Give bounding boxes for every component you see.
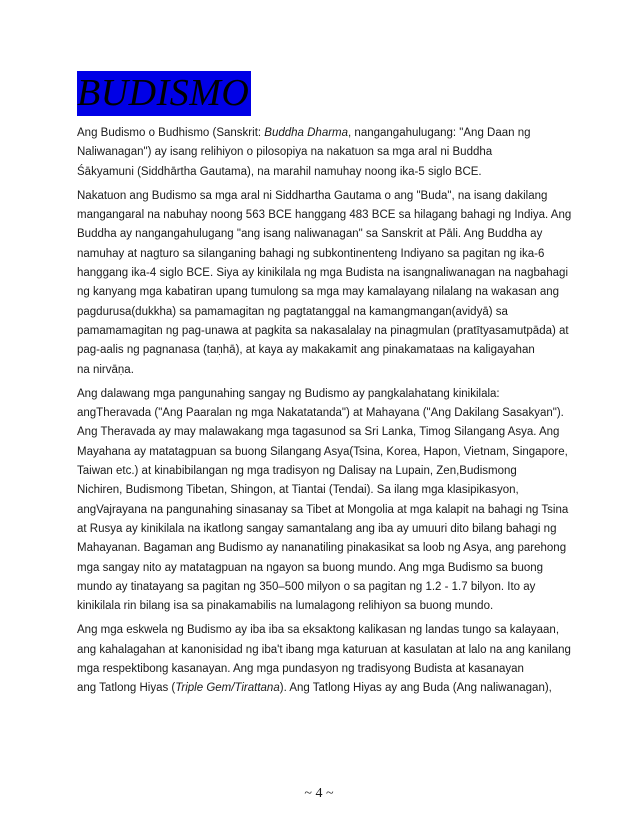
text-run: pagdurusa(dukkha) sa pamamagitan ng pagtatanggal na kamangmangan(avidyā) sa [77,305,508,318]
text-line [77,520,577,539]
text-run: hanggang ika-4 siglo BCE. Siya ay kinikilala ng mga Budista na isangnaliwanagan na nagbahagi [77,267,568,280]
paragraph [77,621,577,698]
text-run: Ang Theravada ay may malawakang mga tagasunod sa Sri Lanka, Timog Silangang Asya. Ang [77,426,560,439]
text-run: ). Ang Tatlong Hiyas ay ang Buda (Ang naliwanagan), [279,682,552,695]
paragraph [77,385,577,617]
text-line [77,124,577,143]
text-line [77,361,577,380]
text-run: Śākyamuni (Siddhārtha Gautama), na marahil namuhay noong ika-5 siglo BCE. [77,165,482,178]
text-run: Nichiren, Budismong Tibetan, Shingon, at Tiantai (Tendai). Sa ilang mga klasipikasyon, [77,484,519,497]
text-line [77,597,577,616]
title-highlight [77,71,251,116]
text-run: Mayahana ay matatagpuan sa buong Silangang Asya(Tsina, Korea, Hapon, Vietnam, Singapore, [77,445,568,458]
text-line [77,143,577,162]
text-run: Ang dalawang mga pangunahing sangay ng Budismo ay pangkalahatang kinikilala: [77,387,500,400]
text-line [77,559,577,578]
text-run: mga respektibong kasanayan. Ang mga pundasyon ng tradisyong Budista at kasanayan [77,663,524,676]
text-run: ang Tatlong Hiyas ( [77,682,176,695]
text-line [77,539,577,558]
text-run: mga sangay nito ay matatagpuan na ngayon sa buong mundo. Ang mga Budismo sa buong [77,561,544,574]
text-line [77,423,577,442]
text-run: na nirvāṇa. [77,363,134,376]
text-line [77,264,577,283]
text-run: Mahayanan. Bagaman ang Budismo ay nananatiling pinakasikat sa loob ng Asya, ang parehong [77,542,567,555]
paragraph [77,124,577,182]
text-line [77,679,577,698]
text-line [77,283,577,302]
text-run: Buddha ay nangangahulugang "ang isang naliwanagan" sa Sanskrit at Pāli. Ang Buddha ay [77,228,543,241]
text-line [77,245,577,264]
text-run: namuhay at nagturo sa silanganing bahagi ng subkontinenteng Indiyano sa pagitan ng ika-6 [77,247,545,260]
text-run: ng kanyang mga kabatiran upang tumulong sa mga may kamalayang nilalang na wakasan ang [77,286,560,299]
text-line [77,163,577,182]
text-run: pag-aalis ng pagnanasa (taṇhā), at kaya ay makakamit ang pinakamataas na kaligayahan [77,344,535,357]
text-run: Ang mga eskwela ng Budismo ay iba iba sa eksaktong kalikasan ng landas tungo sa kalayaan, [77,624,560,637]
text-run: Taiwan etc.) at kinabibilangan ng mga tradisyon ng Dalisay na Lupain, Zen,Budismong [77,465,517,478]
text-run: angTheravada ("Ang Paaralan ng mga Nakatatanda") at Mahayana ("Ang Dakilang Sasakyan"). [77,407,564,420]
text-line [77,501,577,520]
text-run: angVajrayana na pangunahing sinasanay sa Tibet at Mongolia at mga kalapit na bahagi ng Tsina [77,503,569,516]
text-line [77,481,577,500]
text-line [77,621,577,640]
text-run: mundo ay tinatayang sa pagitan ng 350–500 milyon o sa pagitan ng 1.2 - 1.7 bilyon. Ito ay [77,580,536,593]
text-line [77,641,577,660]
body-text [77,124,577,699]
text-line [77,385,577,404]
text-line [77,404,577,423]
text-run: Nakatuon ang Budismo sa mga aral ni Siddhartha Gautama o ang "Buda", na isang dakilang [77,189,548,202]
text-run: at Rusya ay kinikilala na ikatlong sangay samantalang ang iba ay umuuri dito bilang bahagi ng [77,522,557,535]
text-run: mangangaral na nabuhay noong 563 BCE hanggang 483 BCE sa hilagang bahagi ng Indiya. Ang [77,209,572,222]
italic-text: Buddha Dharma [264,127,349,139]
text-line [77,303,577,322]
text-line [77,187,577,206]
text-line [77,206,577,225]
text-line [77,341,577,360]
text-line [77,322,577,341]
text-run: Naliwanagan") ay isang relihiyon o pilosopiya na nakatuon sa mga aral ni Buddha [77,146,493,159]
text-line [77,462,577,481]
text-run: , nangangahulugang: "Ang Daan ng [348,127,531,139]
text-line [77,225,577,244]
text-run: Ang Budismo o Budhismo (Sanskrit: [77,127,265,139]
document-title: BUDISMO [77,72,250,114]
text-run: ang kahalagahan at kanonisidad ng iba't ibang mga katuruan at kasulatan at lalo na ang kanilang [77,643,571,656]
text-line [77,660,577,679]
text-line [77,443,577,462]
paragraph [77,187,577,380]
text-run: pamamamagitan ng pag-unawa at pagkita sa nakasalalay na pinagmulan (pratītyasamutpāda) at [77,324,569,337]
italic-text: Triple Gem/Tirattana [175,682,280,695]
text-line [77,578,577,597]
page-number: ~ 4 ~ [304,786,334,801]
text-run: kinikilala rin bilang isa sa pinakamabilis na lumalagong relihiyon sa buong mundo. [77,600,494,613]
